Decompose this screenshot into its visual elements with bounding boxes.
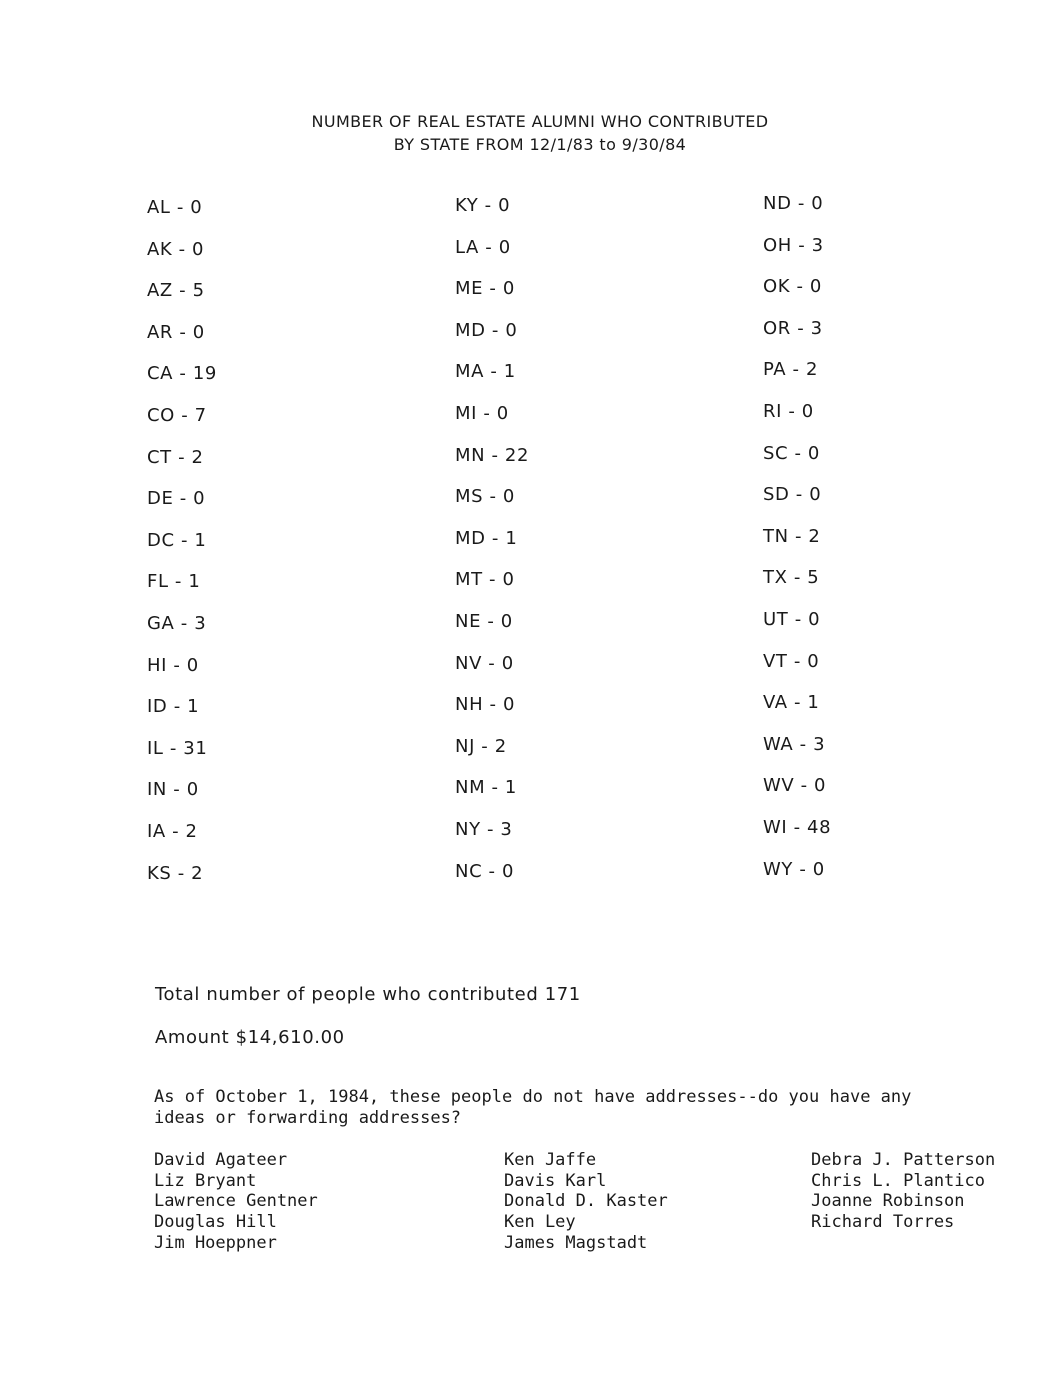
state-entry: WY - 0 [763, 858, 825, 880]
total-amount: Amount $14,610.00 [155, 1027, 345, 1048]
title-line-1: NUMBER OF REAL ESTATE ALUMNI WHO CONTRIBUTED [311, 112, 769, 131]
state-entry: CO - 7 [147, 404, 207, 426]
page-title [240, 110, 840, 156]
state-entry: WA - 3 [763, 733, 826, 755]
person-name: Ken Ley [504, 1212, 576, 1233]
state-column-2 [455, 195, 529, 902]
state-entry: KY - 0 [455, 195, 511, 216]
person-name: Jim Hoeppner [154, 1232, 277, 1253]
name-column-3 [811, 1150, 995, 1233]
person-name: Debra J. Patterson [811, 1150, 996, 1170]
state-entry: TN - 2 [763, 525, 821, 547]
state-entry: NE - 0 [455, 610, 513, 632]
state-entry: MI - 0 [455, 402, 509, 424]
note-line-2: ideas or forwarding addresses? [154, 1108, 462, 1128]
state-entry: SC - 0 [763, 442, 820, 464]
state-entry: NM - 1 [455, 777, 517, 799]
state-entry: MA - 1 [455, 361, 516, 383]
state-entry: CA - 19 [147, 363, 217, 385]
state-entry: HI - 0 [147, 654, 199, 676]
state-entry: WV - 0 [763, 775, 827, 797]
state-entry: IL - 31 [147, 737, 208, 759]
missing-address-note [154, 1087, 994, 1129]
state-entry: OR - 3 [763, 317, 823, 339]
state-entry: RI - 0 [763, 400, 814, 422]
state-column-1 [147, 197, 217, 904]
state-entry: NY - 3 [455, 818, 513, 840]
state-entry: NJ - 2 [455, 735, 507, 757]
person-name: Davis Karl [504, 1170, 607, 1191]
state-entry: OK - 0 [763, 276, 822, 298]
state-entry: VT - 0 [763, 650, 820, 672]
state-entry: IN - 0 [147, 779, 199, 801]
state-entry: UT - 0 [763, 608, 821, 630]
person-name: Richard Torres [811, 1212, 955, 1233]
state-entry: MD - 0 [455, 319, 518, 341]
state-entry: SD - 0 [763, 484, 822, 506]
state-entry: ND - 0 [763, 193, 824, 214]
person-name: Joanne Robinson [811, 1191, 965, 1212]
state-entry: IA - 2 [147, 820, 198, 842]
state-entry: TX - 5 [763, 567, 820, 589]
state-entry: WI - 48 [763, 816, 832, 838]
person-name: Chris L. Plantico [811, 1170, 985, 1191]
title-line-2: BY STATE FROM 12/1/83 to 9/30/84 [393, 135, 687, 154]
state-entry: ME - 0 [455, 278, 515, 300]
state-entry: AR - 0 [147, 321, 205, 343]
state-entry: MT - 0 [455, 569, 515, 591]
state-entry: PA - 2 [763, 359, 819, 381]
state-entry: NH - 0 [455, 694, 515, 716]
state-entry: VA - 1 [763, 692, 820, 714]
person-name: Douglas Hill [154, 1212, 277, 1233]
state-entry: FL - 1 [147, 571, 201, 593]
state-entry: LA - 0 [455, 236, 511, 258]
state-entry: AL - 0 [147, 197, 203, 218]
state-entry: ID - 1 [147, 696, 200, 718]
name-column-1 [154, 1150, 318, 1254]
state-entry: CT - 2 [147, 446, 204, 468]
person-name: Lawrence Gentner [154, 1191, 318, 1212]
state-entry: NC - 0 [455, 860, 515, 882]
total-contributors: Total number of people who contributed 171 [155, 984, 581, 1005]
person-name: Liz Bryant [154, 1170, 257, 1191]
person-name: James Magstadt [504, 1232, 648, 1253]
state-entry: OH - 3 [763, 234, 824, 256]
state-entry: GA - 3 [147, 612, 207, 634]
state-entry: MS - 0 [455, 486, 515, 508]
person-name: Ken Jaffe [504, 1150, 597, 1170]
person-name: Donald D. Kaster [504, 1191, 668, 1212]
state-entry: KS - 2 [147, 862, 204, 884]
state-entry: DC - 1 [147, 529, 207, 551]
state-entry: AK - 0 [147, 238, 205, 260]
state-column-3 [763, 193, 831, 900]
state-entry: AZ - 5 [147, 280, 205, 302]
state-entry: MD - 1 [455, 527, 518, 549]
state-entry: DE - 0 [147, 488, 206, 510]
name-column-2 [504, 1150, 668, 1254]
state-entry: MN - 22 [455, 444, 530, 466]
person-name: David Agateer [154, 1150, 288, 1170]
note-line-1: As of October 1, 1984, these people do not have addresses--do you have any [154, 1087, 912, 1107]
state-entry: NV - 0 [455, 652, 514, 674]
